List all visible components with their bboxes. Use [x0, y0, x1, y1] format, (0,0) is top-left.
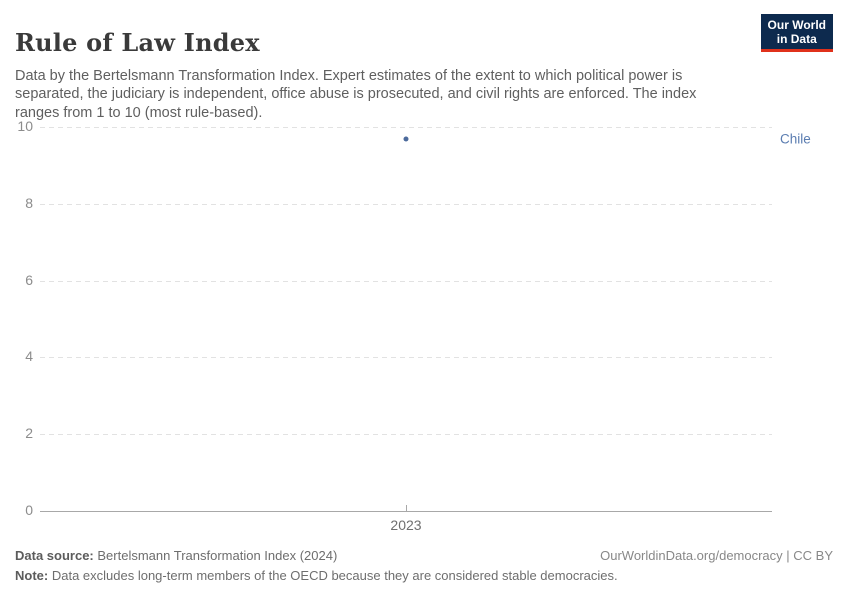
data-point[interactable] — [404, 136, 409, 141]
owid-logo[interactable] — [761, 14, 833, 52]
chart-subtitle: Data by the Bertelsmann Transformation Index. Expert estimates of the extent to which political power is separated, the judiciary is independent, office abuse is prosecuted, and civil rights are enforced. The index ranges from 1 to 10 (most rule-based). — [15, 67, 697, 121]
y-tick-label: 0 — [25, 502, 33, 519]
source-text[interactable]: Bertelsmann Transformation Index (2024) — [97, 548, 338, 563]
x-tick-label: 2023 — [390, 517, 422, 533]
entity-label[interactable]: Chile — [780, 131, 811, 147]
y-tick-label: 8 — [25, 194, 33, 211]
y-tick-label: 4 — [25, 348, 33, 365]
x-axis-line — [40, 511, 772, 512]
logo-line-2: in Data — [776, 32, 817, 46]
plot-area — [17, 118, 811, 533]
y-gridline — [40, 127, 772, 128]
y-tick-label: 2 — [25, 425, 33, 442]
y-gridline — [40, 357, 772, 358]
y-tick-label: 10 — [17, 118, 33, 135]
y-gridline — [40, 281, 772, 282]
footer-note-line — [15, 568, 618, 584]
page-title: Rule of Law Index — [15, 28, 260, 58]
note-label: Note: — [15, 568, 49, 583]
y-tick-label: 6 — [25, 271, 33, 288]
logo-line-1: Our World — [767, 18, 826, 32]
source-label: Data source: — [15, 548, 94, 563]
footer-source-line — [15, 548, 337, 564]
footer-attribution-link[interactable]: OurWorldinData.org/democracy | CC BY — [600, 548, 833, 563]
y-gridline — [40, 204, 772, 205]
y-gridline — [40, 434, 772, 435]
note-text: Data excludes long-term members of the OECD because they are considered stable democracies. — [51, 568, 618, 583]
